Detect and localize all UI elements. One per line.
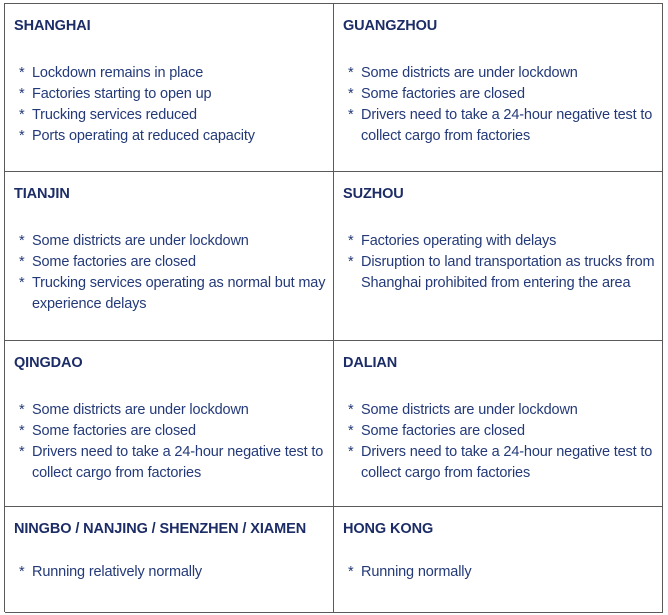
bullet-asterisk: * — [348, 86, 354, 102]
list-item: * Drivers need to take a 24-hour negative test to collect cargo from factories — [348, 107, 653, 144]
bullet-asterisk: * — [348, 233, 354, 249]
city-title: SHANGHAI — [14, 18, 91, 34]
list-item: * Running relatively normally — [14, 562, 327, 583]
bullet-asterisk: * — [348, 444, 354, 460]
city-title: NINGBO / NANJING / SHENZHEN / XIAMEN — [14, 521, 307, 537]
bullet-asterisk: * — [19, 107, 25, 123]
city-title: HONG KONG — [343, 521, 434, 537]
bullet-asterisk: * — [348, 65, 354, 81]
status-list — [14, 63, 327, 147]
city-status-table — [4, 3, 663, 612]
status-list — [14, 562, 327, 583]
list-item: * Some factories are closed — [14, 252, 327, 273]
list-item: * Drivers need to take a 24-hour negative test to collect cargo from factories — [19, 444, 324, 481]
status-list — [343, 562, 656, 583]
list-item: * Some districts are under lockdown — [14, 231, 327, 252]
list-item: * Some factories are closed — [14, 421, 327, 442]
bullet-asterisk: * — [19, 275, 25, 291]
cell-dalian — [334, 341, 663, 507]
list-item: * Trucking services operating as normal but may experience delays — [19, 275, 326, 312]
cell-hong-kong — [334, 507, 663, 613]
status-list — [14, 231, 327, 315]
bullet-asterisk: * — [348, 564, 354, 580]
list-item: * Ports operating at reduced capacity — [14, 126, 327, 147]
cell-tianjin — [5, 172, 334, 341]
city-title: QINGDAO — [14, 355, 83, 371]
bullet-asterisk: * — [348, 254, 354, 270]
cell-guangzhou — [334, 4, 663, 172]
list-item: * Trucking services reduced — [14, 105, 327, 126]
bullet-asterisk: * — [19, 128, 25, 144]
cell-shanghai — [5, 4, 334, 172]
bullet-asterisk: * — [19, 564, 25, 580]
list-item: * Factories operating with delays — [343, 231, 656, 252]
city-title: DALIAN — [343, 355, 398, 371]
cell-suzhou — [334, 172, 663, 341]
bullet-asterisk: * — [348, 107, 354, 123]
bullet-asterisk: * — [19, 65, 25, 81]
list-item: * Some districts are under lockdown — [343, 63, 656, 84]
bullet-asterisk: * — [19, 233, 25, 249]
cell-qingdao — [5, 341, 334, 507]
bullet-asterisk: * — [19, 402, 25, 418]
list-item: * Running normally — [343, 562, 656, 583]
bullet-asterisk: * — [19, 423, 25, 439]
status-list — [343, 400, 656, 484]
list-item: * Drivers need to take a 24-hour negative test to collect cargo from factories — [348, 444, 653, 481]
list-item: * Some districts are under lockdown — [343, 400, 656, 421]
status-list — [343, 63, 656, 147]
status-list — [343, 231, 656, 294]
bullet-asterisk: * — [19, 86, 25, 102]
list-item: * Lockdown remains in place — [14, 63, 327, 84]
list-item: * Some factories are closed — [343, 421, 656, 442]
bullet-asterisk: * — [348, 402, 354, 418]
cell-ningbo-nanjing-shenzhen-xiamen — [5, 507, 334, 613]
list-item: * Factories starting to open up — [14, 84, 327, 105]
bullet-asterisk: * — [348, 423, 354, 439]
bullet-asterisk: * — [19, 444, 25, 460]
city-title: TIANJIN — [14, 186, 70, 202]
city-title: GUANGZHOU — [343, 18, 438, 34]
city-title: SUZHOU — [343, 186, 404, 202]
list-item: * Some districts are under lockdown — [14, 400, 327, 421]
bullet-asterisk: * — [19, 254, 25, 270]
status-list — [14, 400, 327, 484]
list-item: * Some factories are closed — [343, 84, 656, 105]
list-item: * Disruption to land transportation as trucks from Shanghai prohibited from entering the area — [348, 254, 655, 291]
